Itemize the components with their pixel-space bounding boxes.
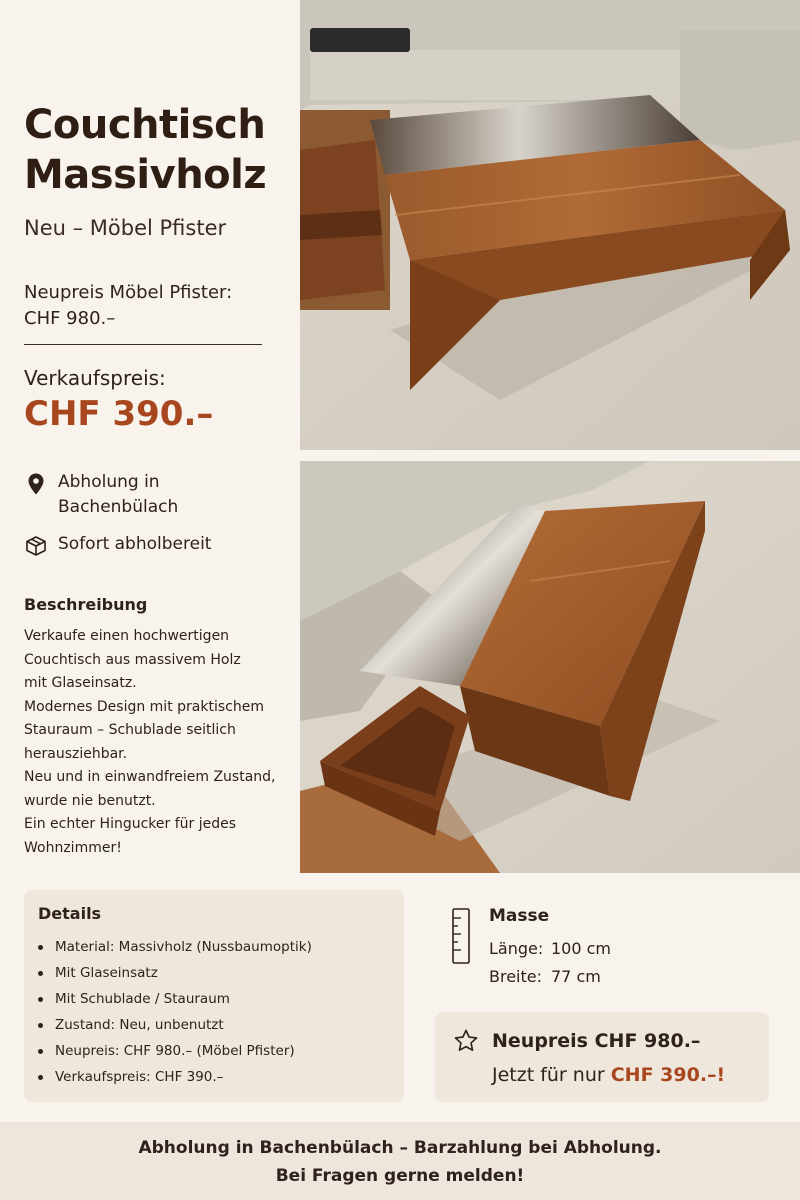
footer-line-2: Bei Fragen gerne melden! <box>275 1166 525 1186</box>
description-line: herausziehbar. <box>24 745 128 762</box>
list-item <box>38 1012 312 1038</box>
bullet <box>38 1023 43 1028</box>
length-label: Länge: <box>489 939 544 958</box>
coffee-table-photo-top <box>300 0 800 450</box>
description-heading: Beschreibung <box>24 595 148 614</box>
pickup-location-line-1: Abholung in <box>58 472 160 492</box>
original-price-value: CHF 980.– <box>24 308 116 329</box>
details-card <box>24 890 404 1102</box>
width-value: 77 cm <box>551 967 601 986</box>
original-price-block <box>24 280 232 332</box>
list-item-text: Verkaufspreis: CHF 390.– <box>55 1069 224 1085</box>
star-icon <box>453 1028 479 1054</box>
list-item-text: Zustand: Neu, unbenutzt <box>55 1017 224 1033</box>
ruler-icon <box>452 908 470 964</box>
bullet <box>38 971 43 976</box>
details-list <box>38 934 312 1090</box>
product-photo-bottom <box>300 461 800 873</box>
bullet <box>38 1075 43 1080</box>
description-line: wurde nie benutzt. <box>24 792 156 809</box>
promo-original-price: Neupreis CHF 980.– <box>492 1030 701 1052</box>
details-heading: Details <box>38 904 102 923</box>
subtitle: Neu – Möbel Pfister <box>24 216 227 240</box>
promo-offer-prefix: Jetzt für nur <box>492 1064 611 1086</box>
map-pin-icon <box>24 472 48 496</box>
dimension-width <box>489 967 601 986</box>
description-text <box>24 625 294 860</box>
footer-banner <box>0 1122 800 1200</box>
list-item-text: Mit Glaseinsatz <box>55 965 158 981</box>
bullet <box>38 997 43 1002</box>
bullet <box>38 1049 43 1054</box>
divider <box>24 344 262 345</box>
page-title <box>24 100 266 200</box>
availability <box>24 532 211 558</box>
list-item <box>38 934 312 960</box>
width-label: Breite: <box>489 967 542 986</box>
pickup-location-line-2: Bachenbülach <box>58 497 179 517</box>
price-promo-card <box>435 1012 769 1102</box>
sale-price-label: Verkaufspreis: <box>24 366 166 390</box>
description-line: Neu und in einwandfreiem Zustand, <box>24 769 276 785</box>
description-line: Verkaufe einen hochwertigen <box>24 628 230 644</box>
description-line: mit Glaseinsatz. <box>24 675 137 691</box>
list-item-text: Mit Schublade / Stauraum <box>55 991 230 1007</box>
promo-offer <box>492 1064 725 1086</box>
description-line: Stauraum – Schublade seitlich <box>24 722 236 738</box>
left-column <box>0 0 300 880</box>
title-line-2: Massivholz <box>24 152 267 198</box>
coffee-table-photo-bottom <box>300 461 800 873</box>
description-line: Ein echter Hingucker für jedes <box>24 816 237 832</box>
pickup-location <box>24 470 178 520</box>
list-item-text: Material: Massivholz (Nussbaumoptik) <box>55 939 312 955</box>
product-photo-top <box>300 0 800 450</box>
description-line: Modernes Design mit praktischem <box>24 698 264 715</box>
list-item <box>38 1038 312 1064</box>
original-price-label: Neupreis Möbel Pfister: <box>24 282 233 303</box>
box-icon <box>24 534 48 558</box>
dimensions-heading: Masse <box>489 906 550 926</box>
description-line: Couchtisch aus massivem Holz <box>24 651 241 668</box>
length-value: 100 cm <box>551 939 612 958</box>
sale-price-value: CHF 390.– <box>24 394 214 434</box>
title-line-1: Couchtisch <box>24 102 266 148</box>
pickup-location-text <box>58 470 178 520</box>
promo-offer-price: CHF 390.–! <box>610 1064 726 1086</box>
list-item <box>38 960 312 986</box>
list-item-text: Neupreis: CHF 980.– (Möbel Pfister) <box>55 1043 295 1059</box>
footer-line-1: Abholung in Bachenbülach – Barzahlung bei Abholung. <box>138 1138 662 1158</box>
availability-text: Sofort abholbereit <box>58 534 212 554</box>
bullet <box>38 945 43 950</box>
list-item <box>38 1064 312 1090</box>
description-line: Wohnzimmer! <box>24 839 122 856</box>
list-item <box>38 986 312 1012</box>
dimension-length <box>489 939 611 958</box>
